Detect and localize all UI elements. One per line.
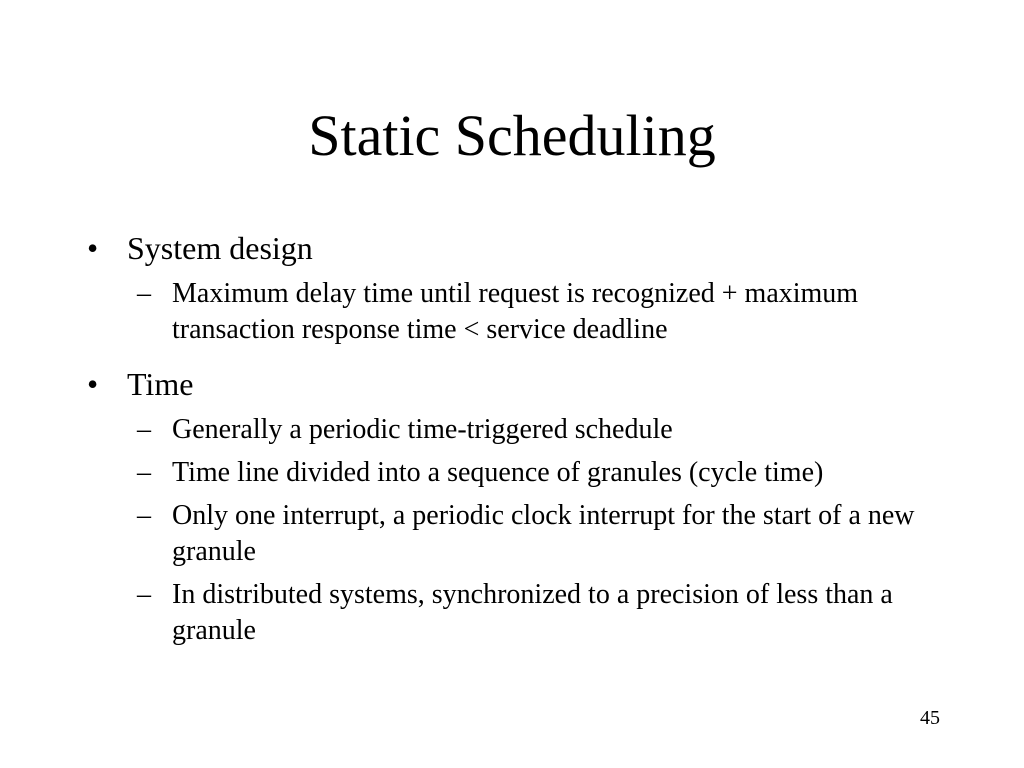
- sub-bullet-item: [127, 276, 942, 348]
- bullet-text: Time: [127, 366, 194, 402]
- bullet-system-design: [82, 228, 942, 348]
- page-number: 45: [920, 707, 940, 729]
- sub-bullet-list: [127, 412, 942, 649]
- sub-bullet-item: [127, 577, 942, 649]
- slide-title: Static Scheduling: [308, 103, 716, 168]
- sub-bullet-text: Generally a periodic time-triggered schedule: [172, 414, 673, 445]
- sub-bullet-item: [127, 498, 942, 570]
- sub-bullet-marker: –: [137, 457, 151, 488]
- bullet-text: System design: [127, 230, 313, 266]
- bullet-time: [82, 364, 942, 649]
- bullet-marker: •: [87, 366, 99, 402]
- bullet-marker: •: [87, 230, 99, 266]
- sub-bullet-marker: –: [137, 579, 151, 610]
- sub-bullet-item: [127, 412, 942, 448]
- sub-bullet-item: [127, 455, 942, 491]
- sub-bullet-list: [127, 276, 942, 348]
- sub-bullet-marker: –: [137, 500, 151, 531]
- sub-bullet-marker: –: [137, 278, 151, 309]
- sub-bullet-text: Only one interrupt, a periodic clock interrupt for the start of a new granule: [172, 500, 915, 567]
- sub-bullet-text: Maximum delay time until request is recognized + maximum transaction response time < service deadline: [172, 278, 859, 345]
- sub-bullet-text: In distributed systems, synchronized to a precision of less than a granule: [172, 579, 893, 646]
- sub-bullet-marker: –: [137, 414, 151, 445]
- sub-bullet-text: Time line divided into a sequence of granules (cycle time): [172, 457, 824, 488]
- bullet-list: [82, 228, 942, 665]
